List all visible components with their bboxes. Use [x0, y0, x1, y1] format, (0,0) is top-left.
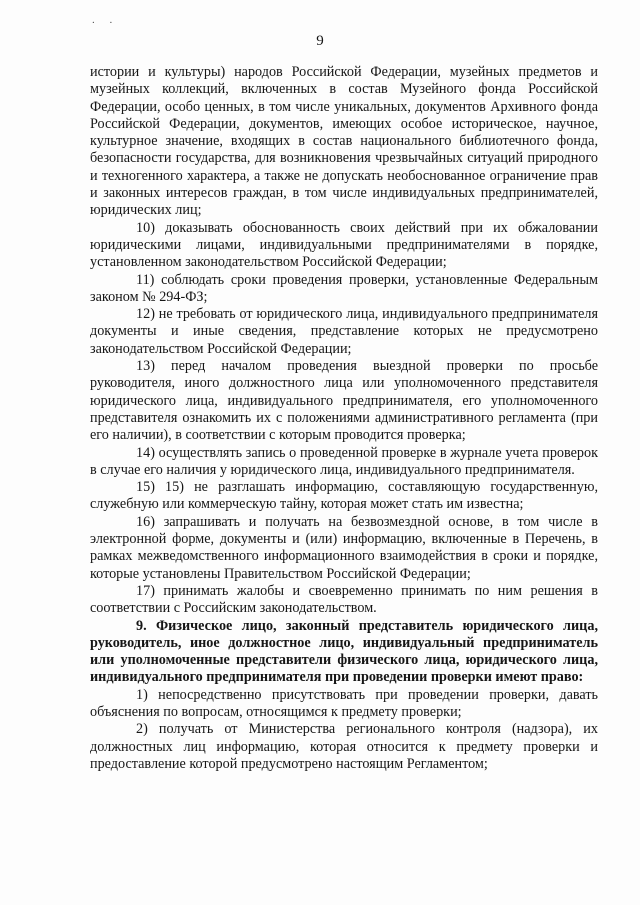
- section-9-heading: 9. Физическое лицо, законный представитель юридического лица, руководитель, иное должностное лицо, индивидуальный предприниматель или уполномоченные представители физического лица, юридического лица, индивидуального предпринимателя при проведении проверки имеют право:: [90, 617, 598, 686]
- document-body: [90, 64, 598, 773]
- paragraph-continuation: истории и культуры) народов Российской Федерации, музейных предметов и музейных коллекций, включенных в состав Музейного фонда Российской Федерации, особо ценных, в том числе уникальных, документов Архивного фонда Российской Федерации, документов, имеющих особое историческое, научное, культурное значение, входящих в состав национального библиотечного фонда, безопасности государства, для возникновения чрезвычайных ситуаций природного и техногенного характера, а также не допускать необоснованное ограничение прав и законных интересов граждан, в том числе индивидуальных предпринимателей, юридических лиц;: [90, 64, 598, 219]
- paragraph-item-16: 16) запрашивать и получать на безвозмездной основе, в том числе в электронной форме, документы и (или) информацию, включенные в Перечень, в рамках межведомственного информационного взаимодействия в сроки и порядке, которые установлены Правительством Российской Федерации;: [90, 513, 598, 582]
- page-number: 9: [316, 33, 324, 49]
- paragraph-item-12: 12) не требовать от юридического лица, индивидуального предпринимателя документы и иные сведения, представление которых не предусмотрено законодательством Российской Федерации;: [90, 306, 598, 357]
- paragraph-right-2: 2) получать от Министерства регионального контроля (надзора), их должностных лиц информацию, которая относится к предмету проверки и предоставление которой предусмотрено настоящим Регламентом;: [90, 721, 598, 772]
- paragraph-item-13: 13) перед началом проведения выездной проверки по просьбе руководителя, иного должностного лица или уполномоченного представителя юридического лица, индивидуального предпринимателя, его уполномоченного представителя ознакомить их с положениями административного регламента (при его наличии), в соответствии с которым проводится проверка;: [90, 358, 598, 444]
- paragraph-item-15: 15) 15) не разглашать информацию, составляющую государственную, служебную или коммерческую тайну, которая может стать им известна;: [90, 479, 598, 513]
- paragraph-item-11: 11) соблюдать сроки проведения проверки, установленные Федеральным законом № 294-ФЗ;: [90, 271, 598, 305]
- corner-mark: . .: [92, 14, 119, 26]
- paragraph-item-14: 14) осуществлять запись о проведенной проверке в журнале учета проверок в случае его наличия у юридического лица, индивидуального предпринимателя.: [90, 444, 598, 478]
- paragraph-right-1: 1) непосредственно присутствовать при проведении проверки, давать объяснения по вопросам, относящимся к предмету проверки;: [90, 686, 598, 720]
- paragraph-item-10: 10) доказывать обоснованность своих действий при их обжаловании юридическими лицами, индивидуальными предпринимателями в порядке, установленном законодательством Российской Федерации;: [90, 219, 598, 271]
- paragraph-item-17: 17) принимать жалобы и своевременно принимать по ним решения в соответствии с Российским законодательством.: [90, 582, 598, 617]
